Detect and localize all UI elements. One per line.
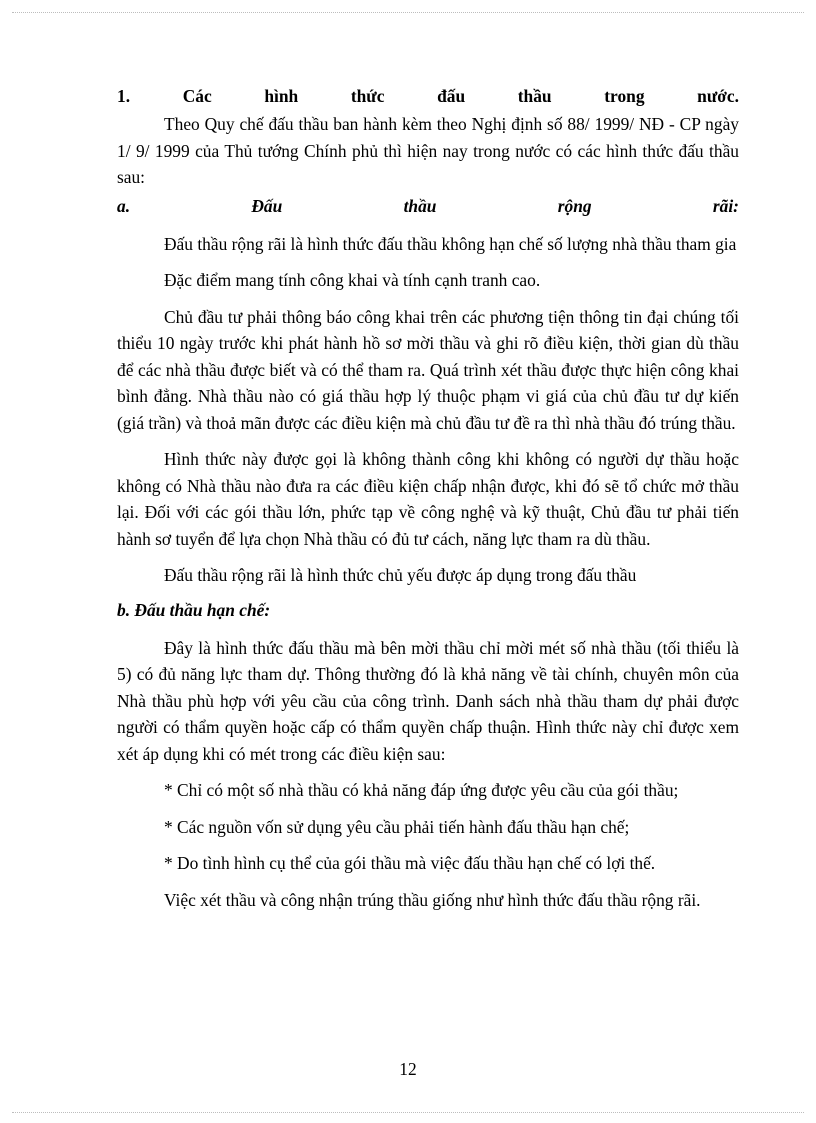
subheading-word: rãi: bbox=[712, 195, 739, 216]
text-line: thầu tham dự phải được người có thẩm quyền hoặc cấp có thẩm quyền chấp bbox=[117, 690, 739, 737]
subheading-label: a. bbox=[117, 195, 131, 216]
heading-word: đấu bbox=[437, 86, 466, 106]
subheading-a bbox=[117, 191, 739, 221]
heading-word: thầu bbox=[517, 86, 552, 106]
text-line: Chủ đầu tư phải thông báo công khai trên các phương tiện thông tin đại bbox=[164, 306, 669, 327]
heading-word: thức bbox=[350, 86, 385, 106]
heading-number: 1. bbox=[117, 86, 131, 106]
paragraph bbox=[117, 887, 739, 914]
text-line: Theo Quy chế đấu thầu ban hành kèm theo Nghị định số 88/ 1999/ NĐ - bbox=[164, 114, 675, 134]
text-line: CP ngày 1/ 9/ 1999 của Thủ tướng Chính phủ thì hiện nay trong nước có các bbox=[117, 114, 739, 161]
text-line: Hình thức này được gọi là không thành công khi không có người dự thầu bbox=[164, 449, 700, 469]
text-line: Đây là hình thức đấu thầu mà bên mời thầu chỉ mời mét số nhà thầu (tối bbox=[164, 637, 681, 658]
text-line: thời gian dù thầu để các nhà thầu được biết và có thể tham ra. Quá trình xét thầu bbox=[117, 333, 739, 380]
document-body bbox=[117, 81, 739, 913]
intro-paragraph bbox=[117, 111, 739, 191]
text-line: Đấu thầu rộng rãi là hình thức đấu thầu không hạn chế số lượng nhà thầu bbox=[164, 233, 672, 254]
text-line: rãi. bbox=[677, 889, 701, 910]
text-line: thiểu là 5) có đủ năng lực tham dự. Thông thường đó là khả năng về tài chính, bbox=[117, 637, 739, 684]
subheading-b: b. Đấu thầu hạn chế: bbox=[117, 599, 271, 620]
page-number: 12 bbox=[399, 1059, 417, 1079]
bullet-item: * Chỉ có một số nhà thầu có khả năng đáp ứng được yêu cầu của gói thầu; bbox=[164, 780, 679, 800]
text-line: chúng tối thiểu 10 ngày trước khi phát hành hồ sơ mời thầu và ghi rõ điều kiện, bbox=[117, 306, 739, 353]
text-line: được thực hiện công khai bình đẳng. Nhà thầu nào có giá thầu hợp lý thuộc bbox=[117, 359, 739, 406]
text-line: sau: bbox=[417, 743, 446, 764]
text-line: chức mở thầu lại. Đối với các gói thầu lớn, phức tạp về công nghệ và kỹ thuật, bbox=[117, 475, 739, 522]
heading-word: nước. bbox=[697, 86, 739, 106]
text-line: Việc xét thầu và công nhận trúng thầu giống như hình thức đấu thầu rộng bbox=[164, 889, 674, 910]
heading-word: hình bbox=[264, 86, 299, 106]
paragraph bbox=[117, 267, 739, 294]
paragraph bbox=[117, 635, 739, 768]
text-line: phạm vi giá của chủ đầu tư dự kiến (giá trần) và thoả mãn được các điều kiện bbox=[117, 386, 739, 433]
page-border-bottom bbox=[12, 1112, 804, 1113]
bullet-item: * Do tình hình cụ thể của gói thầu mà việc đấu thầu hạn chế có lợi thế. bbox=[164, 853, 656, 873]
text-line: chuyên môn của Nhà thầu phù hợp với yêu cầu của công trình. Danh sách nhà bbox=[117, 664, 739, 711]
bullet-item: * Các nguồn vốn sử dụng yêu cầu phải tiến hành đấu thầu hạn chế; bbox=[164, 816, 630, 837]
text-line: Đấu thầu rộng rãi là hình thức chủ yếu được áp dụng trong đấu thầu bbox=[164, 565, 637, 585]
text-line: Đặc điểm mang tính công khai và tính cạnh tranh cao. bbox=[164, 270, 541, 290]
paragraph bbox=[117, 562, 739, 589]
section-heading-1 bbox=[117, 81, 739, 111]
subheading-word: thầu bbox=[403, 195, 437, 216]
text-line: tham gia bbox=[675, 233, 737, 254]
subheading-word: Đấu bbox=[251, 195, 283, 216]
text-line: thuận. Hình thức này chỉ được xem xét áp dụng khi có mét trong các điều kiện bbox=[117, 717, 739, 764]
paragraph bbox=[117, 304, 739, 437]
text-line: hoặc không có Nhà thầu nào đưa ra các điều kiện chấp nhận được, khi đó sẽ tổ bbox=[117, 449, 739, 496]
page-border-top bbox=[12, 12, 804, 13]
text-line: Chủ đầu tư phải tiến hành sơ tuyển để lựa chọn Nhà thầu có đủ tư cách, năng lực bbox=[117, 502, 739, 549]
heading-word: trong bbox=[604, 86, 645, 106]
text-line: mà chủ đầu tư đề ra thì nhà thầu đó trúng thầu. bbox=[410, 412, 736, 433]
paragraph bbox=[117, 446, 739, 552]
paragraph bbox=[117, 231, 739, 258]
subheading-word: rộng bbox=[557, 195, 592, 216]
text-line: tham ra dù thầu. bbox=[537, 528, 651, 549]
text-line: hình thức đấu thầu sau: bbox=[117, 140, 739, 187]
heading-word: Các bbox=[182, 86, 212, 106]
